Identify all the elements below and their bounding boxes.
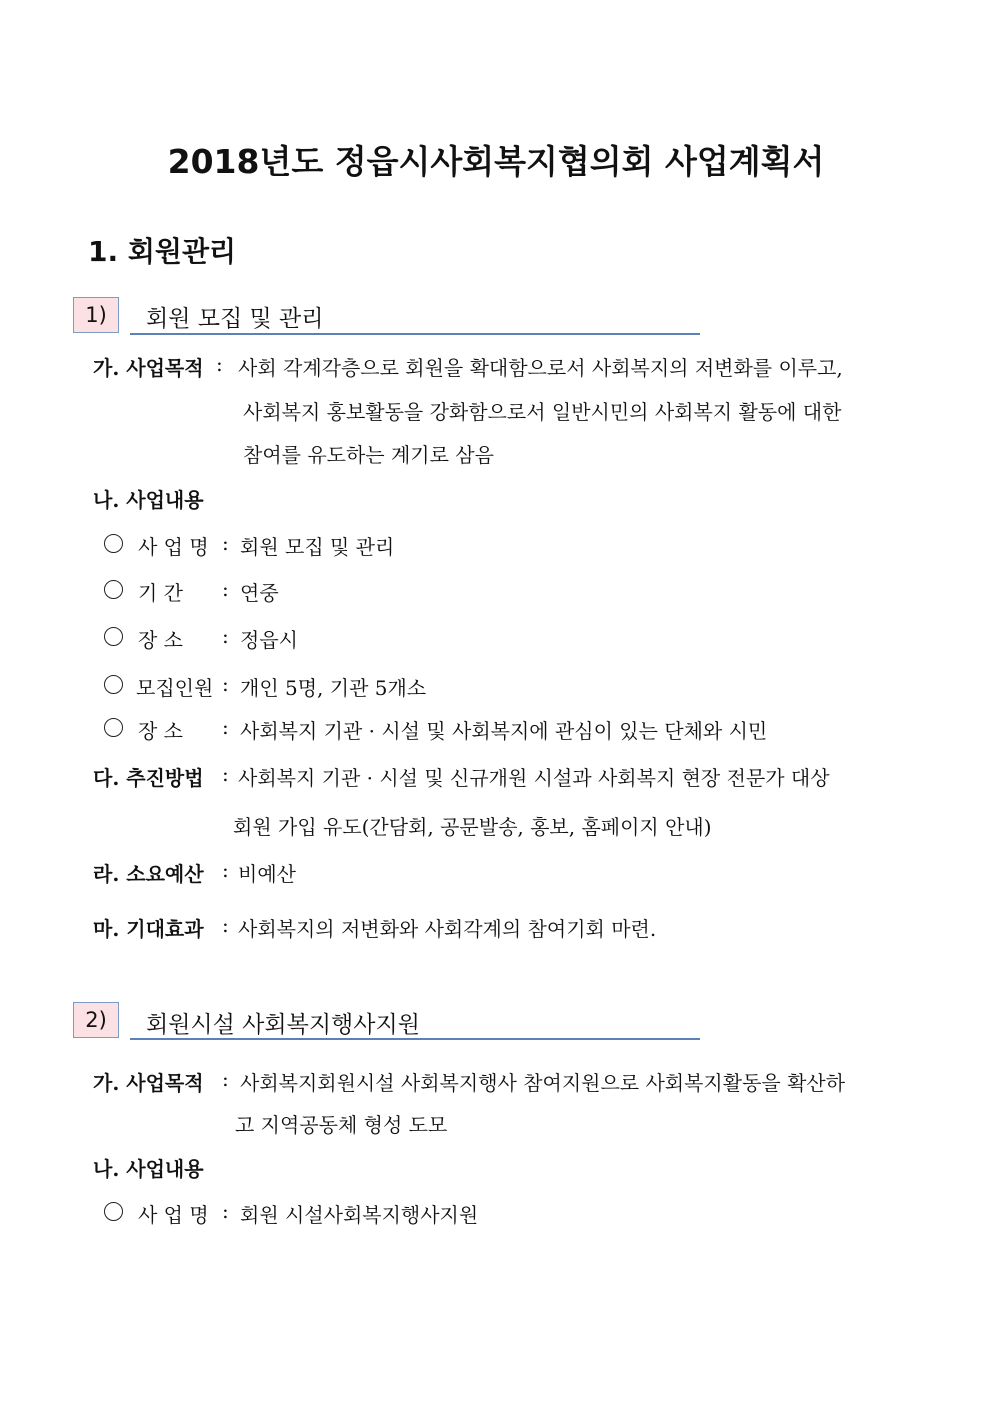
- item-value: 회원 모집 및 관리: [240, 535, 395, 559]
- method-line: 회원 가입 유도(간담회, 공문발송, 홍보, 홈페이지 안내): [233, 815, 712, 839]
- colon: :: [222, 715, 229, 739]
- colon: :: [222, 1067, 229, 1091]
- heading-underline: [130, 333, 700, 335]
- item-label: 사 업 명: [138, 535, 209, 559]
- method-label: 다. 추진방법: [93, 766, 204, 790]
- effect-label: 마. 기대효과: [93, 917, 204, 941]
- item-value: 정읍시: [240, 628, 298, 652]
- item-label: 장 소: [138, 628, 183, 652]
- item-value: 연중: [240, 581, 279, 605]
- purpose-line: 참여를 유도하는 계기로 삼음: [243, 443, 494, 467]
- colon: :: [222, 577, 229, 601]
- bullet-circle-icon: [104, 627, 123, 646]
- purpose-label: 가. 사업목적: [93, 1071, 204, 1095]
- item-label: 모집인원: [136, 676, 214, 700]
- budget-value: 비예산: [238, 862, 296, 886]
- heading-underline: [130, 1038, 700, 1040]
- bullet-circle-icon: [104, 580, 123, 599]
- document-title: 2018년도 정읍시사회복지협의회 사업계획서: [167, 142, 825, 181]
- item-label: 기 간: [138, 581, 183, 605]
- purpose-line: 고 지역공동체 형성 도모: [235, 1113, 448, 1137]
- block-heading: 회원시설 사회복지행사지원: [146, 1012, 420, 1038]
- item-label: 사 업 명: [138, 1203, 209, 1227]
- bullet-circle-icon: [104, 718, 123, 737]
- content-label: 나. 사업내용: [93, 1157, 204, 1181]
- colon: :: [222, 858, 229, 882]
- item-value: 회원 시설사회복지행사지원: [240, 1203, 479, 1227]
- bullet-circle-icon: [104, 534, 123, 553]
- colon: :: [222, 762, 229, 786]
- method-line: 사회복지 기관 · 시설 및 신규개원 시설과 사회복지 현장 전문가 대상: [238, 766, 830, 790]
- item-value: 사회복지 기관 · 시설 및 사회복지에 관심이 있는 단체와 시민: [240, 719, 768, 743]
- colon: :: [216, 352, 223, 376]
- purpose-label: 가. 사업목적: [93, 356, 204, 380]
- colon: :: [222, 672, 229, 696]
- colon: :: [222, 913, 229, 937]
- colon: :: [222, 624, 229, 648]
- bullet-circle-icon: [104, 675, 123, 694]
- effect-value: 사회복지의 저변화와 사회각계의 참여기회 마련.: [238, 917, 657, 941]
- purpose-line: 사회복지회원시설 사회복지행사 참여지원으로 사회복지활동을 확산하: [240, 1071, 846, 1095]
- content-label: 나. 사업내용: [93, 488, 204, 512]
- budget-label: 라. 소요예산: [93, 862, 204, 886]
- block-number-badge: 1): [73, 297, 119, 333]
- bullet-circle-icon: [104, 1202, 123, 1221]
- purpose-line: 사회복지 홍보활동을 강화함으로서 일반시민의 사회복지 활동에 대한: [243, 400, 842, 424]
- section-title: 1. 회원관리: [88, 235, 237, 268]
- block-number-badge: 2): [73, 1002, 119, 1038]
- purpose-line: 사회 각계각층으로 회원을 확대함으로서 사회복지의 저변화를 이루고,: [238, 356, 843, 380]
- item-label: 장 소: [138, 719, 183, 743]
- colon: :: [222, 1199, 229, 1223]
- colon: :: [222, 531, 229, 555]
- block-heading: 회원 모집 및 관리: [146, 306, 324, 332]
- item-value: 개인 5명, 기관 5개소: [240, 676, 427, 700]
